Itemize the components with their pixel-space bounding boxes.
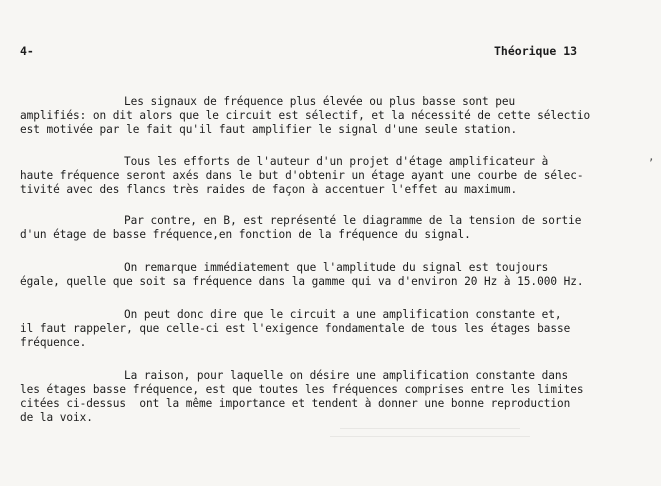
paragraph-6-line-1: La raison, pour laquelle on désire une amplification constante dans	[124, 369, 569, 382]
paragraph-6-line-3: citées ci-dessus ont la même importance et tendent à donner une bonne reproduction	[20, 397, 571, 410]
paragraph-5-line-3: fréquence.	[20, 336, 87, 349]
paragraph-6-line-2: les étages basse fréquence, est que toutes les fréquences comprises entre les limites	[20, 383, 584, 396]
paragraph-1-line-3: est motivée par le fait qu'il faut amplifier le signal d'une seule station.	[20, 123, 518, 136]
margin-mark: ,	[648, 150, 655, 163]
paragraph-6-line-4: de la voix.	[20, 411, 93, 424]
paragraph-2-line-3: tivité avec des flancs très raides de façon à accentuer l'effet au maximum.	[20, 183, 518, 196]
page-number: 4-	[20, 44, 34, 58]
paragraph-1-line-2: amplifiés: on dit alors que le circuit est sélectif, et la nécessité de cette sélectio	[20, 109, 591, 122]
paragraph-3-line-1: Par contre, en B, est représenté le diagramme de la tension de sortie	[124, 214, 582, 227]
paragraph-5-line-1: On peut donc dire que le circuit a une amplification constante et,	[124, 308, 562, 321]
bleed-through-line	[330, 436, 530, 437]
paragraph-5-line-2: il faut rappeler, que celle-ci est l'exigence fondamentale de tous les étages basse	[20, 322, 571, 335]
bleed-through-line	[340, 428, 520, 429]
paragraph-2-line-2: haute fréquence seront axés dans le but d'obtenir un étage ayant une courbe de sélec-	[20, 169, 584, 182]
paragraph-1-line-1: Les signaux de fréquence plus élevée ou plus basse sont peu	[124, 95, 516, 108]
paragraph-4-line-1: On remarque immédiatement que l'amplitude du signal est toujours	[124, 261, 549, 274]
paragraph-3-line-2: d'un étage de basse fréquence,en fonction de la fréquence du signal.	[20, 228, 471, 241]
section-header: Théorique 13	[494, 44, 578, 58]
paragraph-4-line-2: égale, quelle que soit sa fréquence dans la gamme qui va d'environ 20 Hz à 15.000 Hz.	[20, 275, 584, 288]
paragraph-2-line-1: Tous les efforts de l'auteur d'un projet d'étage amplificateur à	[124, 155, 549, 168]
